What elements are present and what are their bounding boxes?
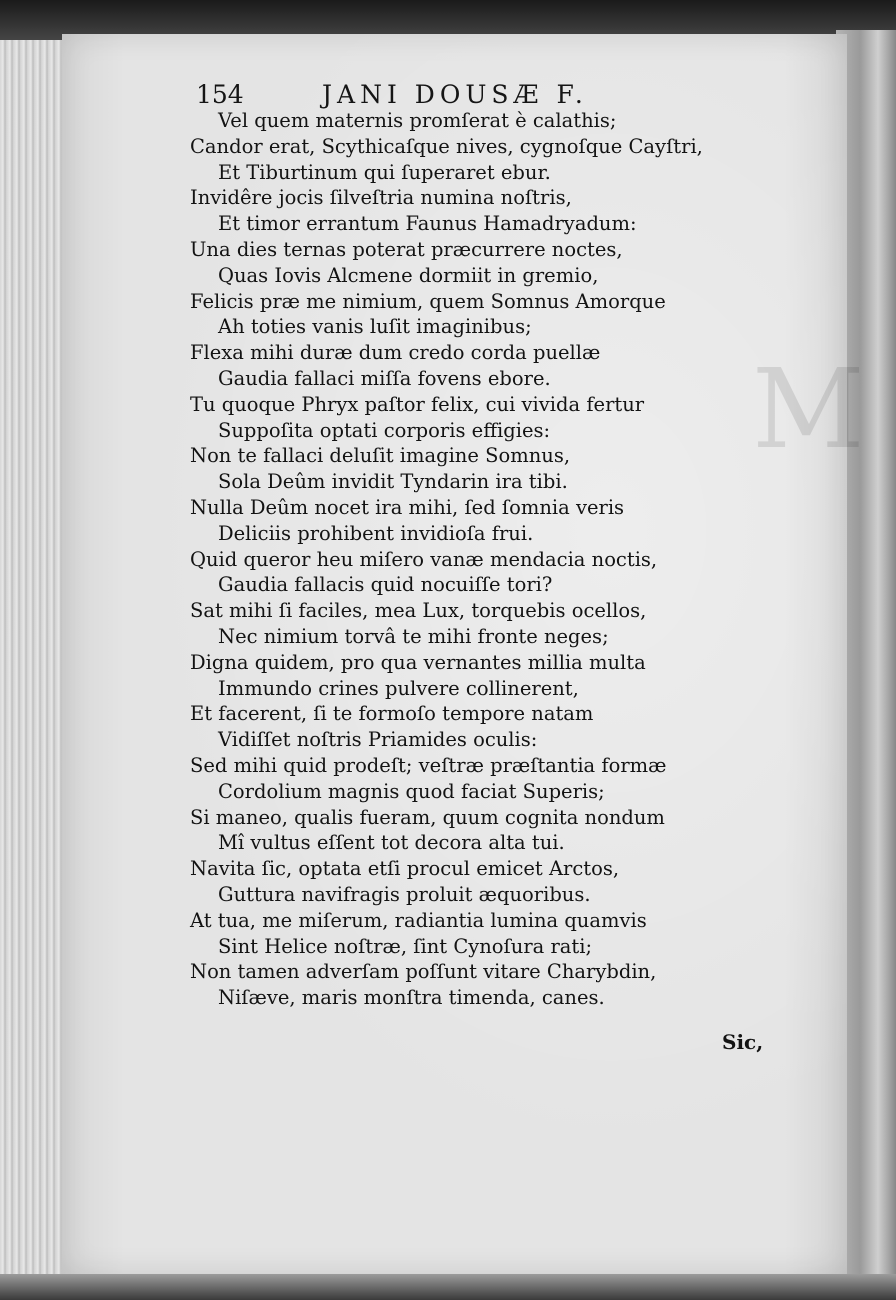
poem-line: Nulla Deûm nocet ira mihi, ſed ſomnia veris — [190, 495, 625, 519]
poem-line: Gaudia fallaci miſſa fovens ebore. — [218, 366, 551, 390]
poem-line: Ah toties vanis luſit imaginibus; — [218, 315, 532, 339]
book-edge-bottom — [0, 1274, 896, 1300]
poem-line: Vidiſſet noſtris Priamides oculis: — [218, 728, 538, 752]
poem-line: Et timor errantum Faunus Hamadryadum: — [218, 212, 637, 236]
running-head: JANI DOUSÆ F. — [322, 80, 588, 109]
poem-line: Non tamen adverſam poſſunt vitare Charybdin, — [190, 960, 657, 984]
book-page-edges-left — [0, 40, 70, 1280]
poem-line: Si maneo, qualis fueram, quum cognita nondum — [190, 805, 665, 829]
poem-line: Tu quoque Phryx paſtor felix, cui vivida fertur — [190, 392, 645, 416]
poem-line: Nec nimium torvâ te mihi fronte neges; — [218, 624, 609, 648]
poem-line: Navita ſic, optata etſi procul emicet Arctos, — [190, 857, 620, 881]
poem-line: Quas Iovis Alcmene dormiit in gremio, — [218, 263, 599, 287]
poem-line: Niſæve, maris monſtra timenda, canes. — [218, 986, 605, 1010]
poem-line: At tua, me miſerum, radiantia lumina quamvis — [190, 908, 647, 932]
poem-line: Cordolium magnis quod faciat Superis; — [218, 779, 605, 803]
poem-line: Deliciis prohibent invidioſa frui. — [218, 521, 534, 545]
catchword: Sic, — [722, 1030, 764, 1054]
poem-line: Digna quidem, pro qua vernantes millia multa — [190, 650, 646, 674]
poem-line: Flexa mihi duræ dum credo corda puellæ — [190, 341, 601, 365]
bleed-through-initial: M — [752, 345, 865, 473]
poem-line: Et Tiburtinum qui ſuperaret ebur. — [218, 160, 551, 184]
poem-line: Immundo crines pulvere collinerent, — [218, 676, 579, 700]
poem-line: Suppoſita optati corporis effigies: — [218, 418, 551, 442]
poem-line: Vel quem maternis promſerat è calathis; — [218, 109, 617, 132]
poem-line: Gaudia fallacis quid nocuiſſe tori? — [218, 573, 553, 597]
poem-text — [190, 108, 780, 1011]
poem-line: Et facerent, ſi te formoſo tempore natam — [190, 702, 594, 726]
poem-line: Felicis præ me nimium, quem Somnus Amorque — [190, 289, 666, 313]
poem-line: Candor erat, Scythicaſque nives, cygnoſque Cayſtri, — [190, 134, 703, 158]
poem-line: Non te fallaci deluſit imagine Somnus, — [190, 444, 571, 468]
poem-line: Guttura navifragis proluit æquoribus. — [218, 882, 591, 906]
poem-line: Sat mihi ſi faciles, mea Lux, torquebis ocellos, — [190, 599, 647, 623]
poem-line: Mî vultus eſſent tot decora alta tui. — [218, 831, 565, 855]
poem-line: Una dies ternas poterat præcurrere noctes, — [190, 237, 623, 261]
poem-line: Sed mihi quid prodeſt; veſtræ præſtantia formæ — [190, 753, 667, 777]
poem-line: Quid queror heu miſero vanæ mendacia noctis, — [190, 547, 658, 571]
poem-line: Invidêre jocis ſilveſtria numina noſtris, — [190, 186, 572, 210]
poem-line: Sint Helice noſtræ, ſint Cynoſura rati; — [218, 934, 593, 958]
page-number: 154 — [196, 80, 244, 109]
poem-line: Sola Deûm invidit Tyndarin ira tibi. — [218, 470, 568, 494]
